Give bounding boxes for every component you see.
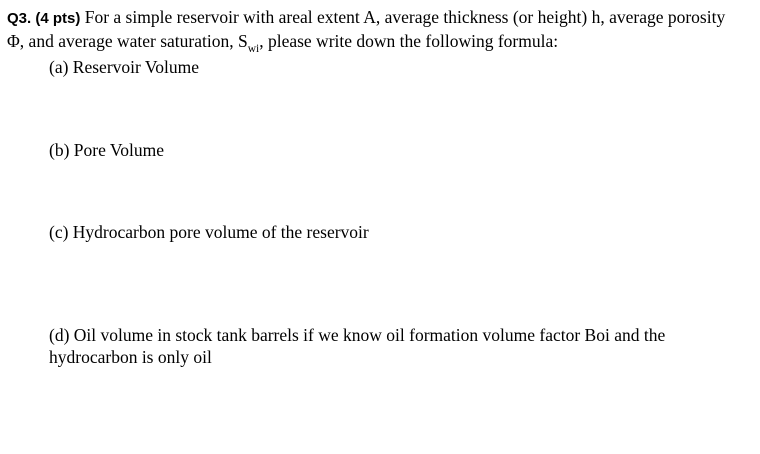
part-a-reservoir-volume: (a) Reservoir Volume (49, 57, 200, 77)
question-intro: For a simple reservoir with areal extent A, average thickness (or height) h, average porosity (80, 7, 726, 27)
question-text (7, 6, 755, 55)
question-instruction: , please write down the following formula: (259, 31, 559, 51)
question-number: Q3. (4 pts) (7, 10, 81, 27)
part-d-line-2: hydrocarbon is only oil (49, 347, 212, 367)
porosity-symbol: Φ (7, 31, 20, 51)
saturation-text: , and average water saturation, S (19, 31, 248, 51)
part-d-oil-volume (49, 324, 665, 368)
part-b-pore-volume: (b) Pore Volume (49, 140, 165, 160)
question-line-2 (7, 30, 755, 55)
part-c-hydrocarbon-pore-volume: (c) Hydrocarbon pore volume of the reservoir (49, 222, 369, 242)
question-line-1 (7, 6, 755, 30)
swi-subscript: wi (247, 43, 260, 55)
part-d-line-1: (d) Oil volume in stock tank barrels if we know oil formation volume factor Boi and the (49, 325, 666, 345)
